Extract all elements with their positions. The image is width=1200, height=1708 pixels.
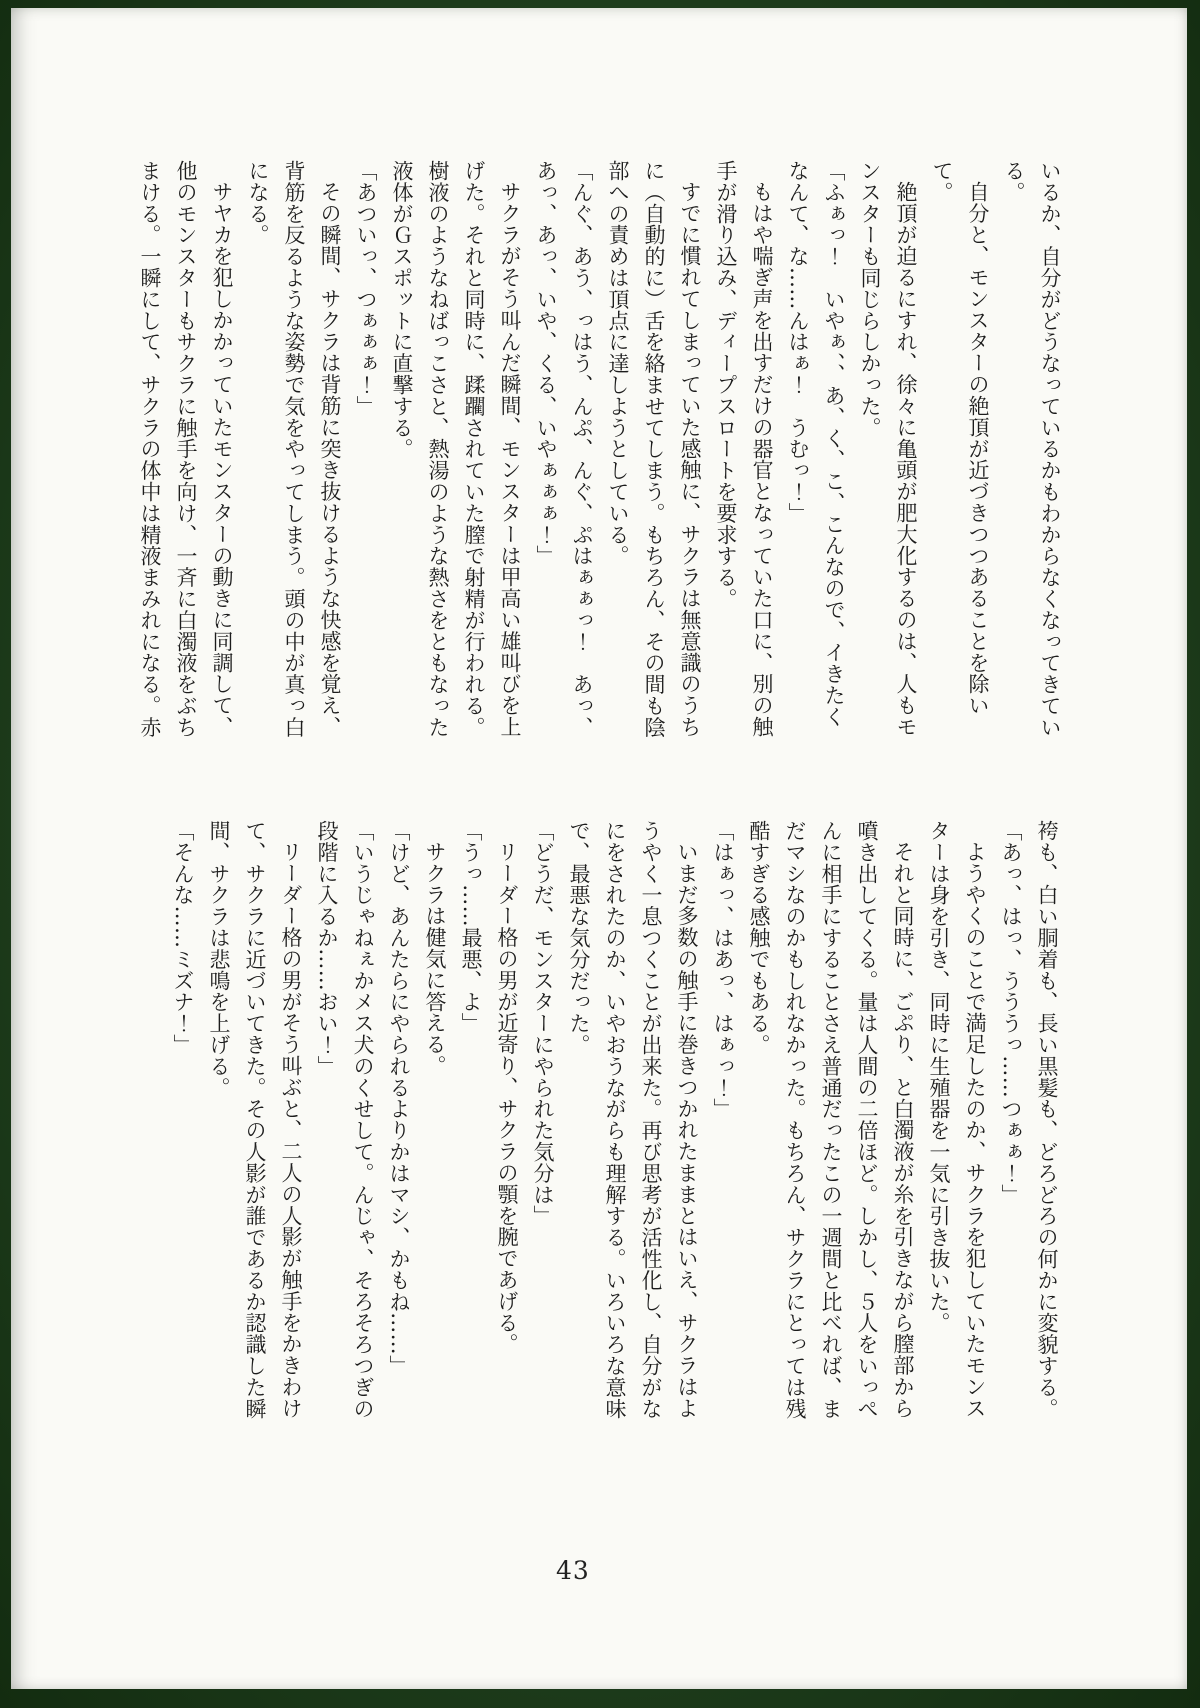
page bbox=[11, 8, 1187, 1689]
paragraph: リーダー格の男が近寄り、サクラの顎を腕であげる。 bbox=[495, 841, 519, 1355]
paragraph: 「いうじゃねぇかメス犬のくせして。んじゃ、そろそろつぎの段階に入るか……おい！」 bbox=[315, 820, 375, 1420]
paragraph: サクラは健気に答える。 bbox=[423, 841, 447, 1077]
paragraph: 「どうだ、モンスターにやられた気分は」 bbox=[531, 820, 555, 1227]
paragraph: 自分と、モンスターの絶頂が近づきつつあることを除いて。 bbox=[930, 160, 990, 716]
text-block-bottom bbox=[165, 820, 1065, 1426]
paragraph: 「はぁっ、はあっ、はぁっ！」 bbox=[711, 820, 735, 1120]
paragraph: すでに慣れてしまっていた感触に、サクラは無意識のうちに（自動的に）舌を絡ませてしまう。もちろん、その間も陰部への責めは頂点に達しようとしている。 bbox=[606, 160, 702, 738]
paragraph: 「あっ、はっ、うううっ……つぁぁ！」 bbox=[999, 820, 1023, 1206]
paragraph: その瞬間、サクラは背筋に突き抜けるような快感を覚え、背筋を反るような姿勢で気をやってしまう。頭の中が真っ白になる。 bbox=[246, 160, 342, 738]
paragraph: 「んぐ、あう、っはう、んぷ、んぐ、ぷはぁぁっ！ あっ、あっ、あっ、いや、くる、いやぁぁぁ！」 bbox=[534, 160, 594, 738]
paragraph: いまだ多数の触手に巻きつかれたままとはいえ、サクラはようやく一息つくことが出来た。再び思考が活性化し、自分がなにをされたのか、いやおうながらも理解する。いろいろな意味で、最悪な気分だった。 bbox=[567, 820, 699, 1420]
paragraph: 袴も、白い胴着も、長い黒髪も、どろどろの何かに変貌する。 bbox=[1035, 820, 1059, 1420]
page-number: 43 bbox=[556, 1556, 590, 1585]
paragraph: サヤカを犯しかかっていたモンスターの動きに同調して、他のモンスターもサクラに触手を向け、一斉に白濁液をぶちまける。一瞬にして、サクラの体中は精液まみれになる。赤 bbox=[138, 160, 234, 738]
text-block-top bbox=[132, 160, 1068, 742]
paragraph: リーダー格の男がそう叫ぶと、二人の人影が触手をかきわけて、サクラに近づいてきた。その人影が誰であるか認識した瞬間、サクラは悲鳴を上げる。 bbox=[207, 820, 303, 1420]
paragraph: 絶頂が迫るにすれ、徐々に亀頭が肥大化するのは、人もモンスターも同じらしかった。 bbox=[858, 160, 918, 738]
paragraph: いるか、自分がどうなっているかもわからなくなってきている。 bbox=[1002, 160, 1062, 738]
paragraph: 「ふぁっ！ いやぁ、、あ、く、こ、こんなので、イきたくなんて、な……んはぁ！ うむっ！」 bbox=[786, 160, 846, 728]
paragraph: もはや喘ぎ声を出すだけの器官となっていた口に、別の触手が滑り込み、ディープスロートを要求する。 bbox=[714, 160, 774, 738]
paragraph: 「そんな……ミズナ！」 bbox=[171, 820, 195, 1056]
paragraph: サクラがそう叫んだ瞬間、モンスターは甲高い雄叫びを上げた。それと同時に、蹂躙されていた膣で射精が行われる。樹液のようなねばっこさと、熱湯のような熱さをともなった液体がＧスポットに直撃する。 bbox=[390, 160, 522, 738]
paragraph: ようやくのことで満足したのか、サクラを犯していたモンスターは身を引き、同時に生殖器を一気に引き抜いた。 bbox=[927, 820, 987, 1419]
paragraph: 「けど、あんたらにやられるよりかはマシ、かもね……」 bbox=[387, 820, 411, 1377]
paragraph: それと同時に、ごぷり、と白濁液が糸を引きながら膣部から噴き出してくる。量は人間の二倍ほど。しかし、５人をいっぺんに相手にすることさえ普通だったこの一週間と比べれば、まだマシなのかもしれなかった。もちろん、サクラにとっては残酷すぎる感触でもある。 bbox=[747, 820, 915, 1420]
paragraph: 「うっ……最悪、よ」 bbox=[459, 820, 483, 1034]
paragraph: 「あついっ、つぁぁぁ！」 bbox=[354, 160, 378, 417]
